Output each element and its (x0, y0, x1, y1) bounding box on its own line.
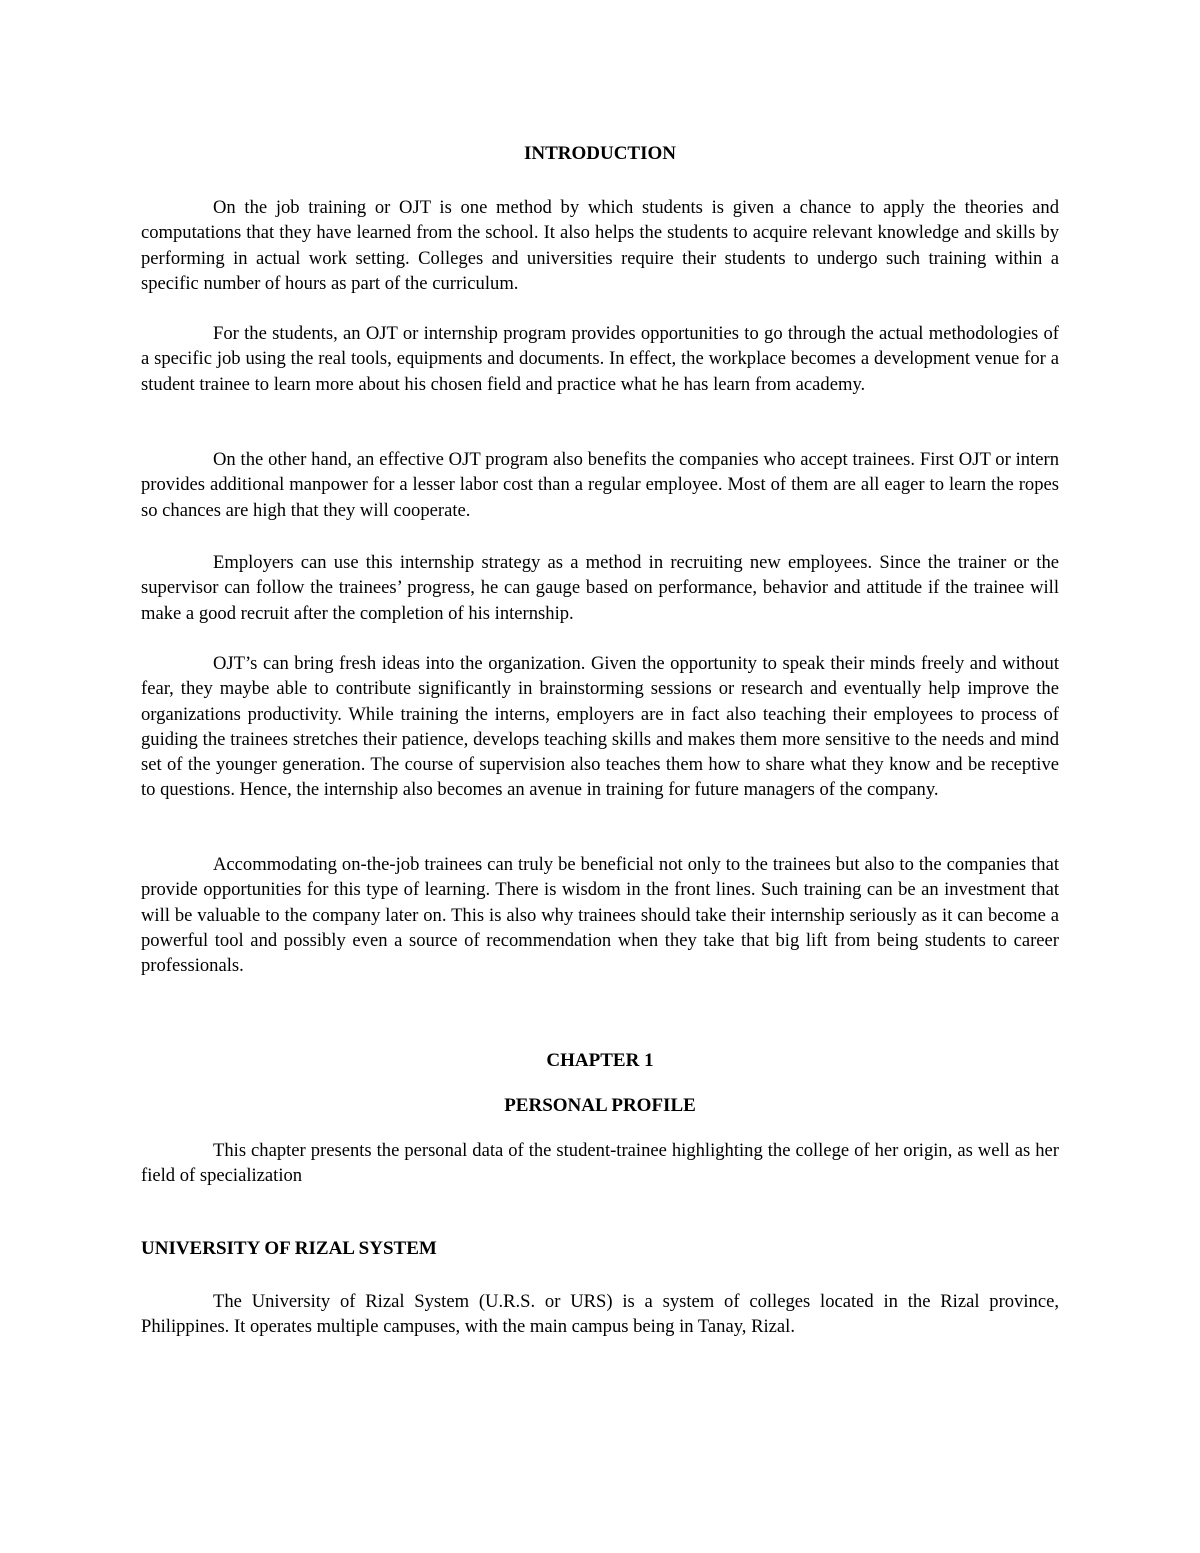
intro-paragraph-2: For the students, an OJT or internship program provides opportunities to go through the actual methodologies of a specific job using the real tools, equipments and documents. In effect, the workplace becomes a development venue for a student trainee to learn more about his chosen field and practice what he has learn from academy. (141, 323, 1059, 395)
chapter-intro-paragraph: This chapter presents the personal data of the student-trainee highlighting the college of her origin, as well as her field of specialization (141, 1140, 1059, 1187)
chapter-number-heading: CHAPTER 1 (546, 1050, 654, 1071)
intro-paragraph-4: Employers can use this internship strategy as a method in recruiting new employees. Since the trainer or the supervisor can follow the trainees’ progress, he can gauge based on performance, behavior and attitude if the trainee will make a good recruit after the completion of his internship. (141, 552, 1059, 624)
chapter-title-heading: PERSONAL PROFILE (504, 1095, 696, 1116)
introduction-heading: INTRODUCTION (523, 143, 677, 164)
intro-paragraph-3: On the other hand, an effective OJT program also benefits the companies who accept trainees. First OJT or intern provides additional manpower for a lesser labor cost than a regular employee. Most of them are all eager to learn the ropes so chances are high that they will cooperate. (141, 449, 1059, 521)
intro-paragraph-5: OJT’s can bring fresh ideas into the organization. Given the opportunity to speak their minds freely and without fear, they maybe able to contribute significantly in brainstorming sessions or research and eventually help improve the organizations productivity. While training the interns, employers are in fact also teaching their employees to process of guiding the trainees stretches their patience, develops teaching skills and makes them more sensitive to the needs and mind set of the younger generation. The course of supervision also teaches them how to share what they know and be receptive to questions. Hence, the internship also becomes an avenue in training for future managers of the company. (141, 653, 1059, 801)
university-heading: UNIVERSITY OF RIZAL SYSTEM (141, 1238, 437, 1259)
university-paragraph: The University of Rizal System (U.R.S. or URS) is a system of colleges located in the Rizal province, Philippines. It operates multiple campuses, with the main campus being in Tanay, Rizal. (141, 1291, 1059, 1338)
intro-paragraph-1: On the job training or OJT is one method by which students is given a chance to apply the theories and computations that they have learned from the school. It also helps the students to acquire relevant knowledge and skills by performing in actual work setting. Colleges and universities require their students to undergo such training within a specific number of hours as part of the curriculum. (141, 197, 1059, 294)
intro-paragraph-6: Accommodating on-the-job trainees can truly be beneficial not only to the trainees but also to the companies that provide opportunities for this type of learning. There is wisdom in the front lines. Such training can be an investment that will be valuable to the company later on. This is also why trainees should take their internship seriously as it can become a powerful tool and possibly even a source of recommendation when they take that big lift from being students to career professionals. (141, 854, 1059, 977)
